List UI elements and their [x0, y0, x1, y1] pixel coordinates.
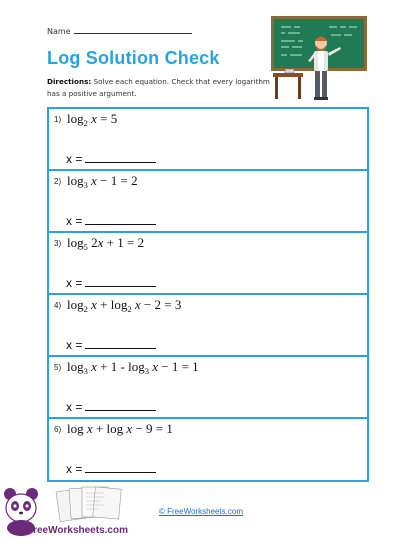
directions-text: Solve each equation. Check that every logarithm has a positive argument. — [47, 77, 270, 98]
problem-number: 2) — [54, 177, 62, 186]
problem-equation: $\log_2 x + \log_2 x - 2 = 3$ — [67, 297, 182, 314]
problem-3 — [49, 233, 367, 295]
answer-field: x = — [66, 462, 156, 476]
freeworksheets-logo — [0, 478, 140, 539]
teacher-leg-right — [322, 71, 327, 97]
problem-number: 6) — [54, 425, 62, 434]
answer-line[interactable] — [85, 215, 156, 225]
problem-number: 1) — [54, 115, 62, 124]
answer-field: x = — [66, 400, 156, 414]
desk-leg-right — [298, 77, 301, 99]
name-line[interactable] — [74, 27, 192, 34]
teacher-shoe-right — [321, 97, 328, 100]
answer-field: x = — [66, 338, 156, 352]
directions — [47, 76, 277, 100]
problem-5 — [49, 357, 367, 419]
problem-equation: $\log_2 x = 5$ — [67, 111, 118, 128]
teacher-chalkboard-illustration — [269, 13, 369, 103]
desk-leg-left — [275, 77, 278, 99]
answer-field: x = — [66, 214, 156, 228]
problem-number: 3) — [54, 239, 62, 248]
answer-field: x = — [66, 276, 156, 290]
problem-equation: log x + log x − 9 = 1 — [67, 421, 173, 436]
desk-item — [285, 69, 294, 73]
answer-line[interactable] — [85, 401, 156, 411]
name-field — [47, 27, 192, 36]
problem-equation: $\log_3 x - 1 = 2$ — [67, 173, 138, 190]
problem-1 — [49, 109, 367, 171]
problem-equation: $\log_3 x + 1 - \log_3 x - 1 = 1$ — [67, 359, 199, 376]
teacher-shoe-left — [314, 97, 321, 100]
answer-line[interactable] — [85, 339, 156, 349]
answer-line[interactable] — [85, 463, 156, 473]
answer-field: x = — [66, 152, 156, 166]
directions-label: Directions: — [47, 77, 92, 86]
problem-6 — [49, 419, 367, 480]
problem-number: 5) — [54, 363, 62, 372]
page-title: Log Solution Check — [47, 48, 220, 68]
problem-equation: $\log_5 2x + 1 = 2$ — [67, 235, 145, 252]
teacher-vest — [318, 51, 324, 71]
problem-list — [47, 107, 369, 482]
problem-4 — [49, 295, 367, 357]
logo-text: FreeWorksheets.com — [27, 525, 128, 536]
desk-top — [273, 73, 303, 77]
teacher-leg-left — [315, 71, 320, 97]
problem-2 — [49, 171, 367, 233]
footer-link[interactable]: © FreeWorksheets.com — [159, 507, 243, 516]
problem-number: 4) — [54, 301, 62, 310]
name-label: Name — [47, 27, 71, 36]
worksheet-stack-icon — [56, 487, 121, 522]
answer-line[interactable] — [85, 153, 156, 163]
answer-line[interactable] — [85, 277, 156, 287]
